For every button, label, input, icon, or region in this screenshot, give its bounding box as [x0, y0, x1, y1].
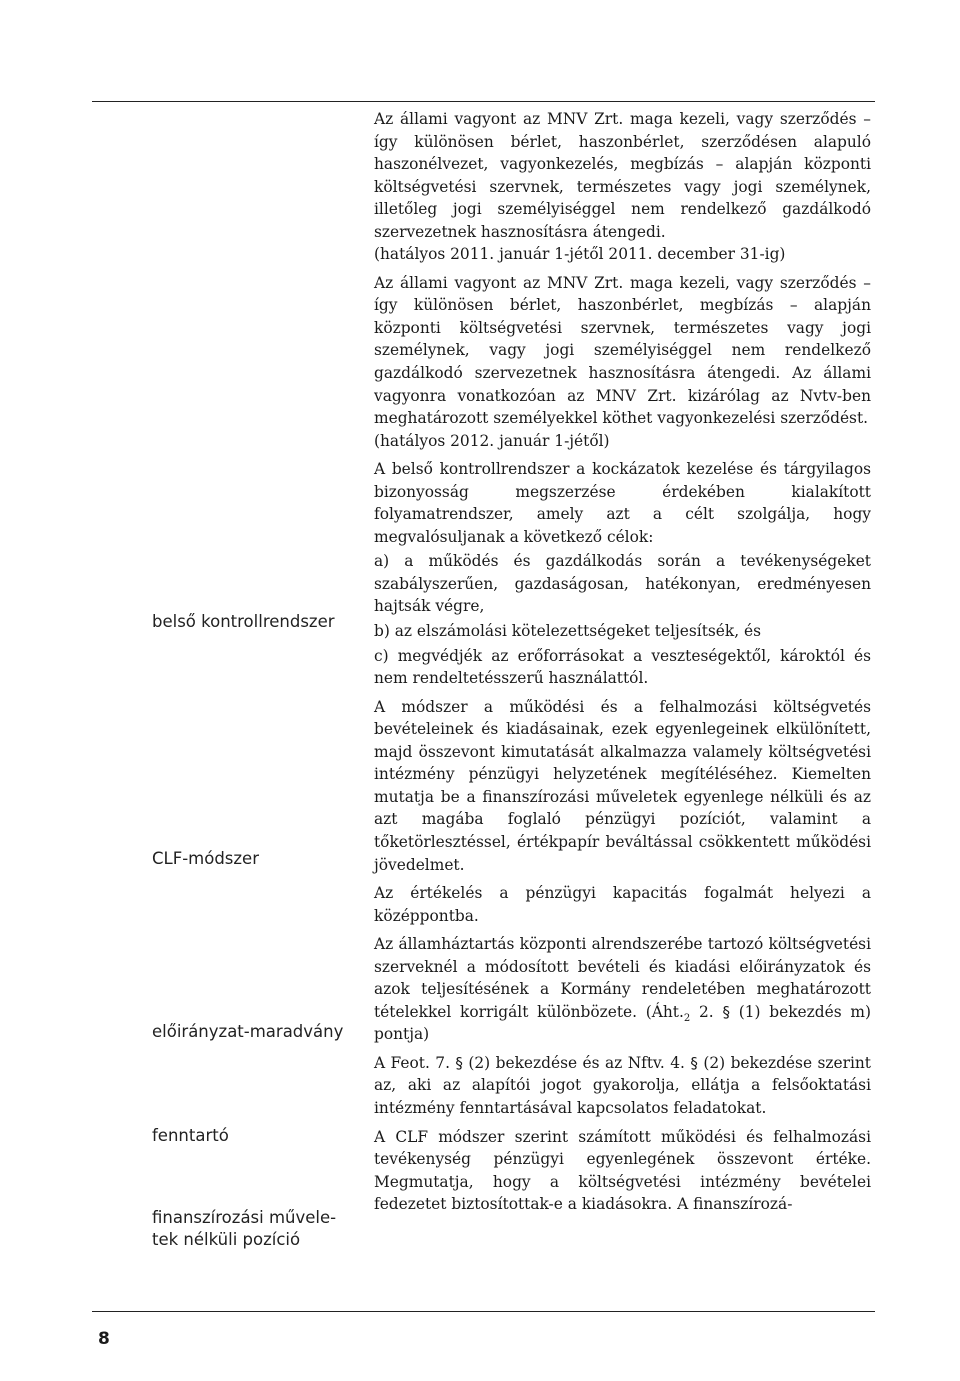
definition-fenntarto-post: (2) bekezdése szerint az, aki az alapítói jogot gyakorolja, ellátja a felsőoktatási intézmény fenntartásával kapcsolatos feladatokat. — [374, 1053, 871, 1117]
header-rule — [92, 101, 875, 102]
paragraph-vagyon-2012: Az állami vagyont az MNV Zrt. maga kezeli, vagy szerződés – így különösen bérlet, haszonbérlet, megbízás – alapján központi költségvetési szervnek, természetes vagy jogi személynek, vagy jogi személyiséggel nem rendelkező gazdálkodó szervezetnek hasznosításra átengedi. Az állami vagyonra vonatkozóan az MNV Zrt. kizárólag az Nvtv-ben meghatározott személyekkel köthet vagyonkezelési szerződést. — [374, 273, 871, 428]
margin-term-belso-kontrollrendszer: belső kontrollrendszer — [152, 612, 335, 631]
list-item-a: a) a működés és gazdálkodás során a tevékenységeket szabályszerűen, gazdaságosan, hatékonyan, eredményesen hajtsák végre, — [374, 552, 871, 616]
definition-finanszirozasi-pozicio: A CLF módszer szerint számított működési és felhalmozási tevékenység pénzügyi egyenlegének összevont értéke. Megmutatja, hogy a költségvetési intézmény bevételei fedezetet biztosítottak-e a kiadásokra. A finanszírozá- — [374, 1127, 871, 1214]
paragraph-vagyon-2011: Az állami vagyont az MNV Zrt. maga kezeli, vagy szerződés – így különösen bérlet, haszonbérlet, szerződésen alapuló haszonélvezet, vagyonkezelés, megbízás – alapján központi költségvetési szervnek, természetes vagy jogi személynek, illetőleg jogi személyiséggel nem rendelkező gazdálkodó szervezetnek hasznosításra átengedi. — [374, 110, 871, 241]
validity-2012: (hatályos 2012. január 1-jétől) — [374, 431, 610, 450]
list-item-b: b) az elszámolási kötelezettségeket teljesítsék, és — [374, 622, 762, 641]
list-item-c: c) megvédjék az erőforrásokat a veszteségektől, károktól és nem rendeltetésszerű használattól. — [374, 646, 871, 688]
definition-fenntarto-mid: (2) bekezdése és az Nftv. 4. — [462, 1053, 691, 1072]
definition-eloiranyzat-maradvany — [374, 933, 871, 1046]
page-number: 8 — [98, 1329, 110, 1349]
margin-term-eloiranyzat-maradvany: előirányzat-maradvány — [152, 1022, 344, 1041]
section-sign-icon: § — [722, 1002, 730, 1021]
definition-eloiranyzat-text-after: 2. — [690, 1002, 714, 1021]
paragraph-ertekeles: Az értékelés a pénzügyi kapacitás fogalmát helyezi a középpontba. — [374, 884, 871, 925]
definition-fenntarto-pre: A Feot. 7. — [374, 1053, 456, 1072]
subscript-2: 2 — [683, 1012, 691, 1024]
definition-belso-kontrollrendszer: A belső kontrollrendszer a kockázatok kezelése és tárgyilagos bizonyosság megszerzése érdekében kialakított folyamatrendszer, amely azt a célt szolgálja, hogy megvalósuljanak a következő célok: — [374, 460, 871, 546]
section-sign-icon: § — [690, 1053, 698, 1072]
definition-clf-modszer: A módszer a működési és a felhalmozási költségvetés bevételeinek és kiadásainak, ezek egyenlegeinek elkülönített, majd összevont kimutatását alkalmazza valamely költségvetési intézmény pénzügyi helyzetének megítéléséhez. Kiemelten mutatja be a finanszírozási műveletek egyenlege nélküli és az azt magába foglaló pénzügyi pozíciót, valamint a tőketörlesztéssel, értékpapír beváltással csökkentett működési jövedelmet. — [374, 697, 871, 874]
validity-2011: (hatályos 2011. január 1-jétől 2011. december 31-ig) — [374, 245, 786, 264]
main-text-column — [374, 108, 871, 1216]
definition-fenntarto — [374, 1052, 871, 1120]
margin-term-clf-modszer: CLF-módszer — [152, 849, 259, 868]
section-sign-icon: § — [455, 1053, 463, 1072]
definition-eloiranyzat-tail: (1) bekezdés m) pontja) — [374, 1002, 871, 1044]
margin-term-fenntarto: fenntartó — [152, 1126, 229, 1145]
definition-eloiranyzat-text: Az államháztartás központi alrendszerébe tartozó költségvetési szerveknél a módosított bevételi és kiadási előirányzatok és azok teljesítésének a Kormány rendeletében meghatározott tételekkel korrigált különbözete. (Áht. — [374, 935, 871, 1021]
footer-rule — [92, 1311, 875, 1312]
margin-term-finanszirozasi-pozicio: finanszírozási művele-tek nélküli pozíció — [152, 1208, 337, 1249]
